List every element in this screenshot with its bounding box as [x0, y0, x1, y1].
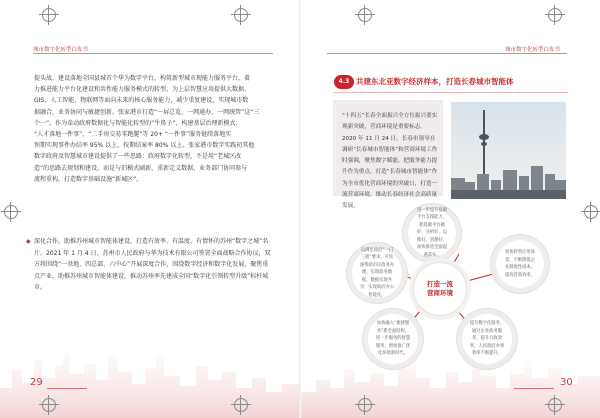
- bullet-icon: ◆: [26, 238, 31, 245]
- section-number-badge: 4.3: [334, 75, 354, 89]
- left-running-header: 城市数字化转型白皮书: [33, 47, 89, 53]
- crop-mark-icon: [234, 8, 248, 22]
- crop-mark-icon: [548, 398, 562, 412]
- left-page-number-rule: [47, 388, 87, 389]
- paragraph-line: 提头战、建设落地全国县城首个华为数字平台，构筑新型城市现能力服务平台，着: [34, 75, 251, 82]
- left-body-text: [34, 73, 274, 185]
- paragraph-line: 力推进能力平台化建设和共性能力服务模式的转型。为上层智慧应用提供大数据、: [34, 86, 251, 94]
- left-header-rule: [33, 53, 273, 54]
- crop-mark-icon: [42, 8, 56, 22]
- paragraph-line: GIS、人工智能、物联网等面向未来的核心服务能力，减少重复建设，实现城市数: [34, 97, 249, 105]
- crop-mark-icon: [358, 398, 372, 412]
- paragraph-line: “人才落地一件事”、“二手房交易零跑腿”等 20+ “一件事”服务链续落地实: [34, 131, 232, 139]
- city-tv-tower-photo: [451, 102, 566, 199]
- right-page-number-rule: [514, 388, 554, 389]
- quote-text: “十四五”长春全面振兴全方位振兴要实现新突破，营商环境是重要标志。2020 年 11 月 24 日，长春市领导在调研“长春城市智能体”和营商环境工作时强调，聚焦数字赋能，把服务能力提升作为重点，打造“长春城市智能体”作为全市优化营商环境的突破口，打造一流营商环境，推动长春经济社会高质量发展。: [342, 113, 438, 210]
- crop-mark-icon: [4, 205, 18, 219]
- crop-mark-icon: [42, 398, 56, 412]
- left-page-number: 29: [30, 377, 43, 388]
- center-goal-label: 打造一流 营商环境: [427, 280, 453, 297]
- crop-mark-icon: [548, 8, 562, 22]
- bubble-one-door-service: 以满足政府“一门三就”要求，可快速帮助市民政务办理，实现政务数据、数据实现共享，实现政府办公智能化。: [352, 248, 402, 298]
- center-goal-bubble: [413, 262, 467, 316]
- section-title-rule: [334, 92, 568, 93]
- paragraph-line: 数字政府及智慧城市建设提供了一些思路：政府数字化转型，不是用“老城区改: [34, 153, 242, 161]
- bubble-platform-support: 进一步提升基础平台支撑能力，把基础平台做好、分析好、运维好、管理好，加快推进全面提速落实。: [408, 209, 456, 257]
- bubble-convenient-service: 加快融入“便捷服务”新全面结构，进一步服务的智慧服务，增加推广优化环境新时代。: [368, 314, 418, 364]
- bubble-application-scenarios: 加快转型应用场景，不断降低企业制度性成本，提高营商效率。: [496, 240, 544, 288]
- paragraph-line: 流程重构，打造数字基础设施“新城区”。: [34, 175, 143, 183]
- paragraph-line: 造”的思路去规划和建设，而是与旧模式刷新，重新定义数据、业务部门协同参与: [34, 164, 248, 172]
- right-running-header: 城市数字化转型白皮书: [505, 47, 561, 53]
- spread-gutter: [299, 0, 301, 418]
- bullet-paragraph: [26, 236, 271, 294]
- bubble-digital-service: 提升数字化服务，通过企业政务服务，提升行政效率，人民政府办事效率不断提升。: [462, 314, 512, 364]
- paragraph-line: 个一”，作为牵动政府数据化与智能化转型的“牛鼻子”，构建基层治理新模式：: [34, 119, 242, 127]
- crop-mark-icon: [234, 398, 248, 412]
- right-header-rule: [327, 53, 567, 54]
- section-title: 共建东北亚数字经济样本，打造长春城市智能体: [356, 77, 514, 86]
- paragraph-line: 预期实现事件办结率 95% 以上，按期结案率 80% 以上。张家港市数字实践初其他: [34, 142, 255, 150]
- crop-mark-icon: [584, 205, 598, 219]
- right-page-number: 30: [560, 377, 573, 388]
- paragraph-line: 据融合，业务协同与敏捷创新。张家港市打造“一屏总览、一网通办、一网统管”这“三: [34, 108, 260, 116]
- bullet-paragraph-text: 深化合作，助推苏州城市智能体建设，打造有效率、有温度、有情怀的苏州“数字之城”名片。2021 年 1 月 4 日，苏州市人民政府与华为技术有限公司签署全面战略合作协议，双方将围绕“一基地、四总部、六中心”开展深度合作，围绕数字经济和数字化发展，聚焦重点产业，助推苏州城市智能体建设，推动苏州率先建成全国“数字化引领转型升级”标杆城市。: [34, 238, 271, 291]
- crop-mark-icon: [358, 8, 372, 22]
